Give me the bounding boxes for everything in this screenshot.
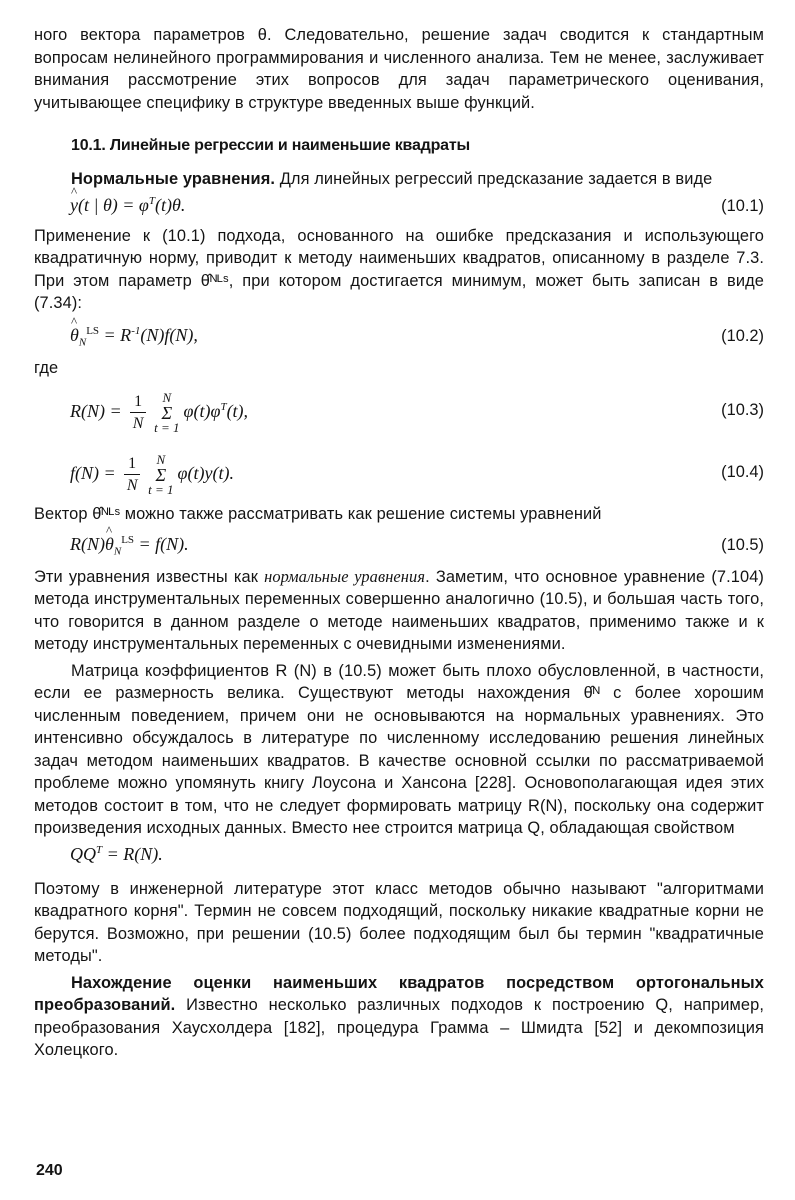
page-number: 240 bbox=[36, 1162, 63, 1179]
equation-10-3 bbox=[34, 379, 764, 441]
equation-10-5 bbox=[34, 526, 764, 566]
equation-body: R(N)^ $\theta_N^{LS} = f(N)$. bbox=[70, 534, 189, 558]
paragraph-orthogonal bbox=[34, 972, 764, 1062]
equation-body: ^ $\theta_N^{LS} = R^{-1}(N)f(N)$, bbox=[70, 325, 198, 349]
paragraph-conditioning: Матрица коэффициентов R (N) в (10.5) может быть плохо обусловленной, в частности, если ее размерность велика. Существуют методы нахождения θ̂ᴺ с более хорошим численным поведением, причем они не основываются на нормальных уравнениях. Это интенсивно обсуждалось в литературе по численному исследованию решения линейных задач методом наименьших квадратов. В качестве основной ссылки по рассматриваемой проблеме можно упомянуть книгу Лоусона и Хансона [228]. Основополагающая идея этих методов состоит в том, что не следует формировать матрицу R(N), поскольку она содержит произведения исходных данных. Вместо нее строится матрица Q, обладающая свойством bbox=[34, 661, 764, 837]
equation-number: (10.1) bbox=[721, 196, 764, 215]
equation-body: R(N) = $\frac{1}{N}$ N Σ $t = 1\varphi(t)\varphi^T(t)$, bbox=[70, 390, 249, 435]
paragraph-intro: ного вектора параметров θ. Следовательно, решение задач сводится к стандартным вопросам нелинейного программирования и численного анализа. Тем не менее, заслуживает внимания рассмотрение этих вопросов для задач параметрического оценивания, учитывающее специфику в структуре введенных выше функций. bbox=[34, 26, 764, 112]
paragraph-text: Известно несколько различных подходов к построению Q, например, преобразования Хаусхолдера [182], процедура Грамма – Шмидта [52] и декомпозиция Холецкого. bbox=[34, 996, 764, 1059]
equation-qqt bbox=[34, 840, 764, 874]
equation-number: (10.4) bbox=[721, 463, 764, 481]
equation-10-2 bbox=[34, 315, 764, 357]
equation-number: (10.5) bbox=[721, 535, 764, 554]
emphasis-normal-equations: нормальные уравнения bbox=[264, 566, 426, 586]
equation-10-4 bbox=[34, 441, 764, 503]
run-in-heading: Нахождение оценки наименьших квадратов посредством ортогональных преобразований. bbox=[34, 973, 764, 1014]
equation-number: (10.3) bbox=[721, 401, 764, 419]
paragraph-square-root: Поэтому в инженерной литературе этот класс методов обычно называют "алгоритмами квадратного корня". Термин не совсем подходящий, поскольку никакие квадратные корни не берутся. Возможно, при решении (10.5) более подходящим был бы термин "квадратичные методы". bbox=[34, 879, 764, 965]
paragraph-normal-equations bbox=[34, 168, 764, 191]
page-body bbox=[34, 24, 764, 1062]
text-run: . Заметим, что основное уравнение (7.104) метода инструментальных переменных совершенно аналогично (10.5), и большая часть того, что говорится в данном разделе о методе наименьших квадратов, применимо также и к методу инструментальных переменных с очевидными изменениями. bbox=[34, 567, 764, 653]
run-in-heading: Нормальные уравнения. bbox=[71, 170, 276, 188]
equation-10-1 bbox=[34, 191, 764, 225]
equation-body: $QQ^T = R(N)$. bbox=[70, 843, 163, 864]
equation-body: ^ y(t | $\theta) = \varphi^T(t)\theta$. bbox=[70, 195, 185, 216]
paragraph-vector: Вектор θ̂ᴺᴸˢ можно также рассматривать как решение системы уравнений bbox=[34, 505, 602, 523]
paragraph-least-squares: Применение к (10.1) подхода, основанного на ошибке предсказания и использующего квадратичную норму, приводит к методу наименьших квадратов, описанному в разделе 7.3. При этом параметр θ̂ᴺᴸˢ, при котором достигается минимум, может быть записан в виде (7.34): bbox=[34, 226, 764, 312]
paragraph-where: где bbox=[34, 358, 59, 377]
paragraph-normal-eq-note bbox=[34, 566, 764, 656]
section-title: 10.1. Линейные регрессии и наименьшие квадраты bbox=[71, 137, 470, 154]
text-run: Эти уравнения известны как bbox=[34, 567, 265, 586]
paragraph-text: Для линейных регрессий предсказание задается в виде bbox=[275, 170, 713, 188]
equation-number: (10.2) bbox=[721, 326, 764, 345]
equation-body: f(N) = $\frac{1}{N}$ N Σ t = 1φ(t)y(t). bbox=[70, 452, 234, 497]
